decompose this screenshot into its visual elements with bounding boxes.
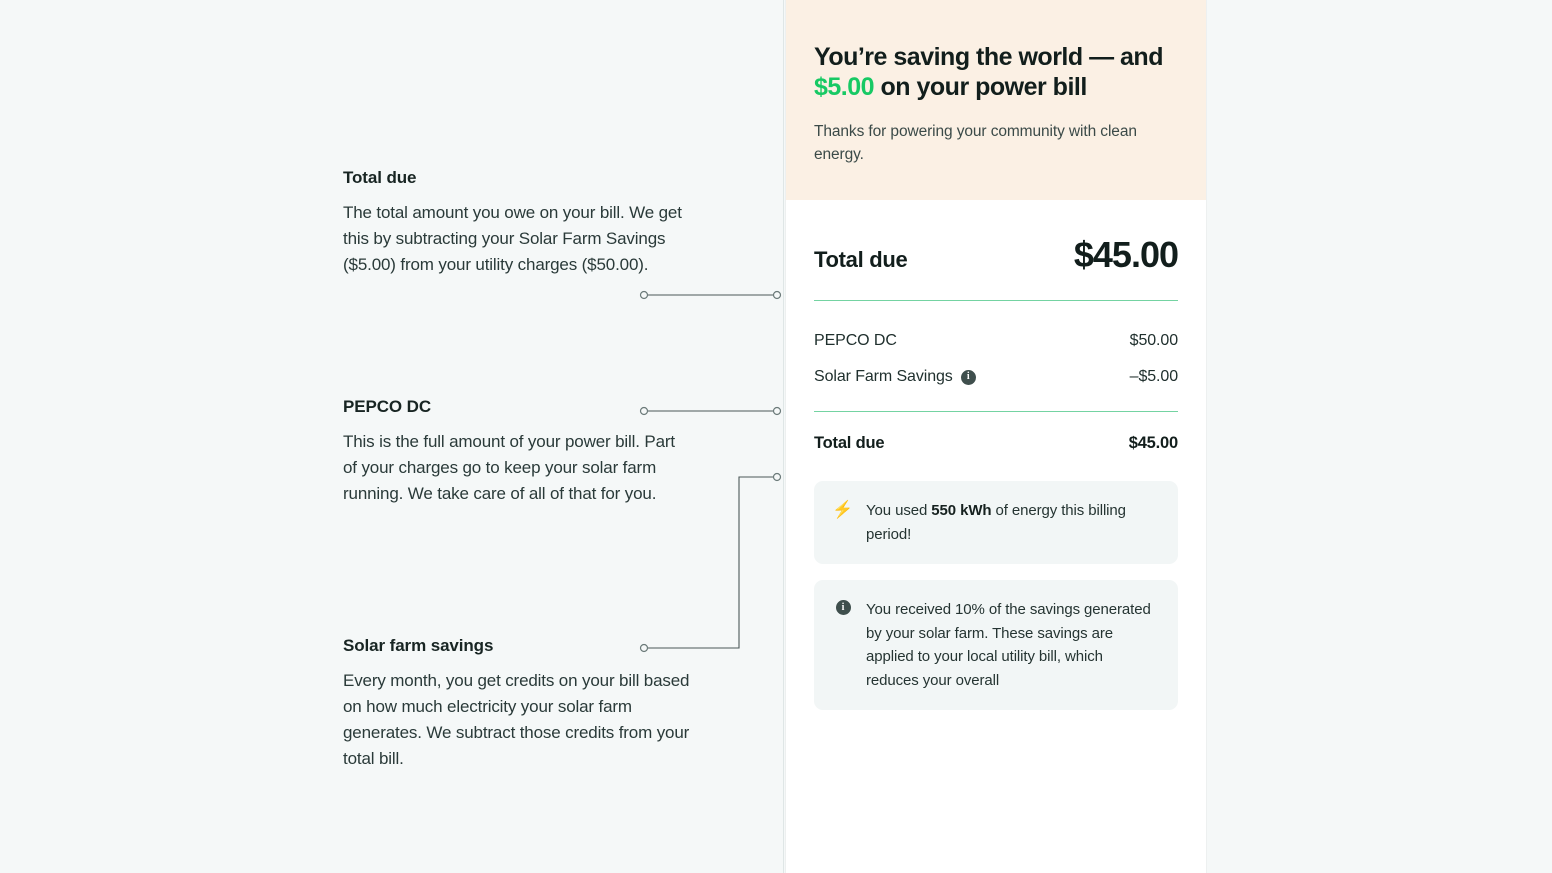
annotation-body: The total amount you owe on your bill. We get this by subtracting your Solar Farm Savings ($5.00) from your utility charges ($50.00). bbox=[343, 203, 682, 274]
note-savings-explainer bbox=[814, 580, 1178, 710]
annotation-title: PEPCO DC bbox=[343, 397, 431, 416]
footer-total-row bbox=[814, 412, 1178, 453]
annotation-solar-farm-savings bbox=[343, 636, 693, 772]
bill-card bbox=[786, 0, 1206, 873]
annotation-body: Every month, you get credits on your bill based on how much electricity your solar farm generates. We subtract those credits from your total bill. bbox=[343, 671, 690, 768]
hero-savings-amount: $5.00 bbox=[814, 73, 875, 101]
note-text bbox=[866, 499, 1158, 546]
hero-title bbox=[814, 42, 1178, 102]
line-item-value: –$5.00 bbox=[1129, 368, 1178, 385]
total-due-value: $45.00 bbox=[1073, 234, 1178, 275]
notes-section bbox=[786, 453, 1206, 710]
line-item-label-wrap bbox=[814, 332, 897, 350]
footer-total-value: $45.00 bbox=[1128, 434, 1178, 452]
note-text-after: of energy this billing period! bbox=[866, 502, 1126, 543]
line-item bbox=[814, 359, 1178, 395]
annotation-title: Total due bbox=[343, 168, 417, 187]
bill-summary bbox=[786, 200, 1206, 453]
annotation-body: This is the full amount of your power bill. Part of your charges go to keep your solar farm running. We take care of all of that for you. bbox=[343, 432, 676, 503]
info-icon[interactable]: i bbox=[961, 370, 976, 385]
hero-title-part2: on your power bill bbox=[874, 73, 1087, 101]
hero-title-part1: You’re saving the world — and bbox=[814, 43, 1163, 71]
line-items bbox=[814, 301, 1178, 395]
note-text-before: You used bbox=[866, 502, 932, 519]
info-icon: i bbox=[834, 598, 852, 692]
line-item bbox=[814, 323, 1178, 359]
note-text: You received 10% of the savings generated by your solar farm. These savings are applied to your local utility bill, which reduces your overall bbox=[866, 601, 1151, 689]
bolt-icon: ⚡ bbox=[832, 500, 854, 519]
hero-banner bbox=[786, 0, 1206, 200]
footer-total-label: Total due bbox=[814, 434, 885, 452]
line-item-label: PEPCO DC bbox=[814, 332, 897, 349]
note-highlight: 550 kWh bbox=[931, 502, 992, 519]
line-item-label-wrap bbox=[814, 368, 976, 386]
note-energy-usage bbox=[814, 481, 1178, 564]
annotation-pepco-dc bbox=[343, 397, 693, 507]
total-due-row bbox=[814, 234, 1178, 276]
total-due-label: Total due bbox=[814, 247, 908, 272]
line-item-label: Solar Farm Savings bbox=[814, 368, 953, 385]
page-divider bbox=[783, 0, 784, 873]
annotation-total-due bbox=[343, 168, 693, 278]
hero-subtitle: Thanks for powering your community with clean energy. bbox=[814, 123, 1137, 163]
line-item-value: $50.00 bbox=[1129, 332, 1178, 349]
annotation-title: Solar farm savings bbox=[343, 636, 494, 655]
